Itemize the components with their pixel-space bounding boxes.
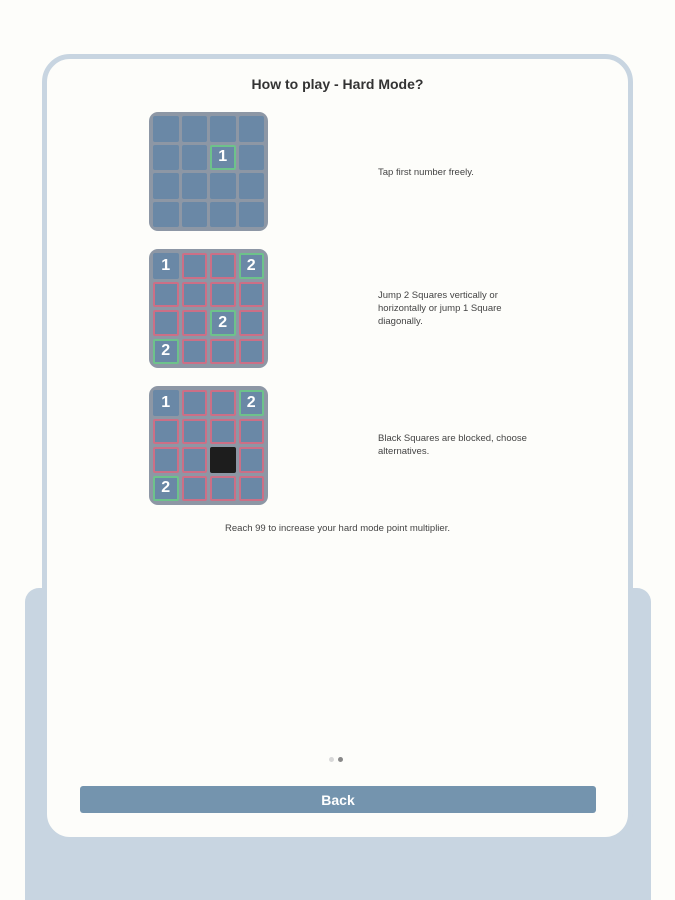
grid-cell: 2 (210, 310, 236, 336)
grid-cell (182, 339, 208, 365)
grid-cell (239, 310, 265, 336)
grid-cell (239, 339, 265, 365)
grid-cell (153, 116, 179, 142)
step-3-description: Black Squares are blocked, choose alternatives. (378, 433, 527, 457)
grid-cell (239, 145, 265, 171)
grid-cell (210, 339, 236, 365)
grid-cell (239, 202, 265, 228)
grid-cell (239, 419, 265, 445)
grid-cell (182, 447, 208, 473)
grid-cell (153, 202, 179, 228)
grid-cell (210, 419, 236, 445)
grid-cell (182, 202, 208, 228)
page-dot[interactable] (338, 757, 343, 762)
back-button[interactable]: Back (80, 786, 596, 813)
grid-cell (210, 282, 236, 308)
grid-cell (210, 390, 236, 416)
grid-cell (182, 173, 208, 199)
example-grid-3 (149, 386, 268, 505)
grid-cell (210, 116, 236, 142)
grid-cell: 1 (153, 253, 179, 279)
grid-cell: 2 (239, 253, 265, 279)
grid-cell (239, 173, 265, 199)
grid-cell (239, 476, 265, 502)
grid-cell: 1 (153, 390, 179, 416)
grid-cell: 2 (153, 476, 179, 502)
grid-cell: 2 (153, 339, 179, 365)
step-1-description: Tap first number freely. (378, 167, 474, 178)
grid-cell (210, 476, 236, 502)
grid-cell (182, 390, 208, 416)
grid-cell (182, 310, 208, 336)
page-dot[interactable] (329, 757, 334, 762)
footnote-text: Reach 99 to increase your hard mode point multiplier. (225, 523, 450, 534)
grid-cell (182, 476, 208, 502)
grid-cell (210, 202, 236, 228)
grid-cell (153, 310, 179, 336)
example-grid-2 (149, 249, 268, 368)
grid-cell (210, 173, 236, 199)
grid-cell (210, 253, 236, 279)
grid-cell (239, 282, 265, 308)
grid-cell (153, 447, 179, 473)
grid-cell (239, 447, 265, 473)
step-2-description: Jump 2 Squares vertically or horizontally or jump 1 Square diagonally. (378, 290, 502, 327)
grid-cell (153, 173, 179, 199)
grid-cell (153, 145, 179, 171)
grid-cell: 1 (210, 145, 236, 171)
grid-cell (182, 145, 208, 171)
example-grid-1 (149, 112, 268, 231)
blocked-grid-cell (210, 447, 236, 473)
grid-cell: 2 (239, 390, 265, 416)
grid-cell (182, 282, 208, 308)
grid-cell (182, 419, 208, 445)
grid-cell (153, 419, 179, 445)
grid-cell (182, 116, 208, 142)
grid-cell (182, 253, 208, 279)
pagination-dots (329, 757, 343, 762)
grid-cell (239, 116, 265, 142)
grid-cell (153, 282, 179, 308)
modal-title: How to play - Hard Mode? (251, 76, 424, 92)
